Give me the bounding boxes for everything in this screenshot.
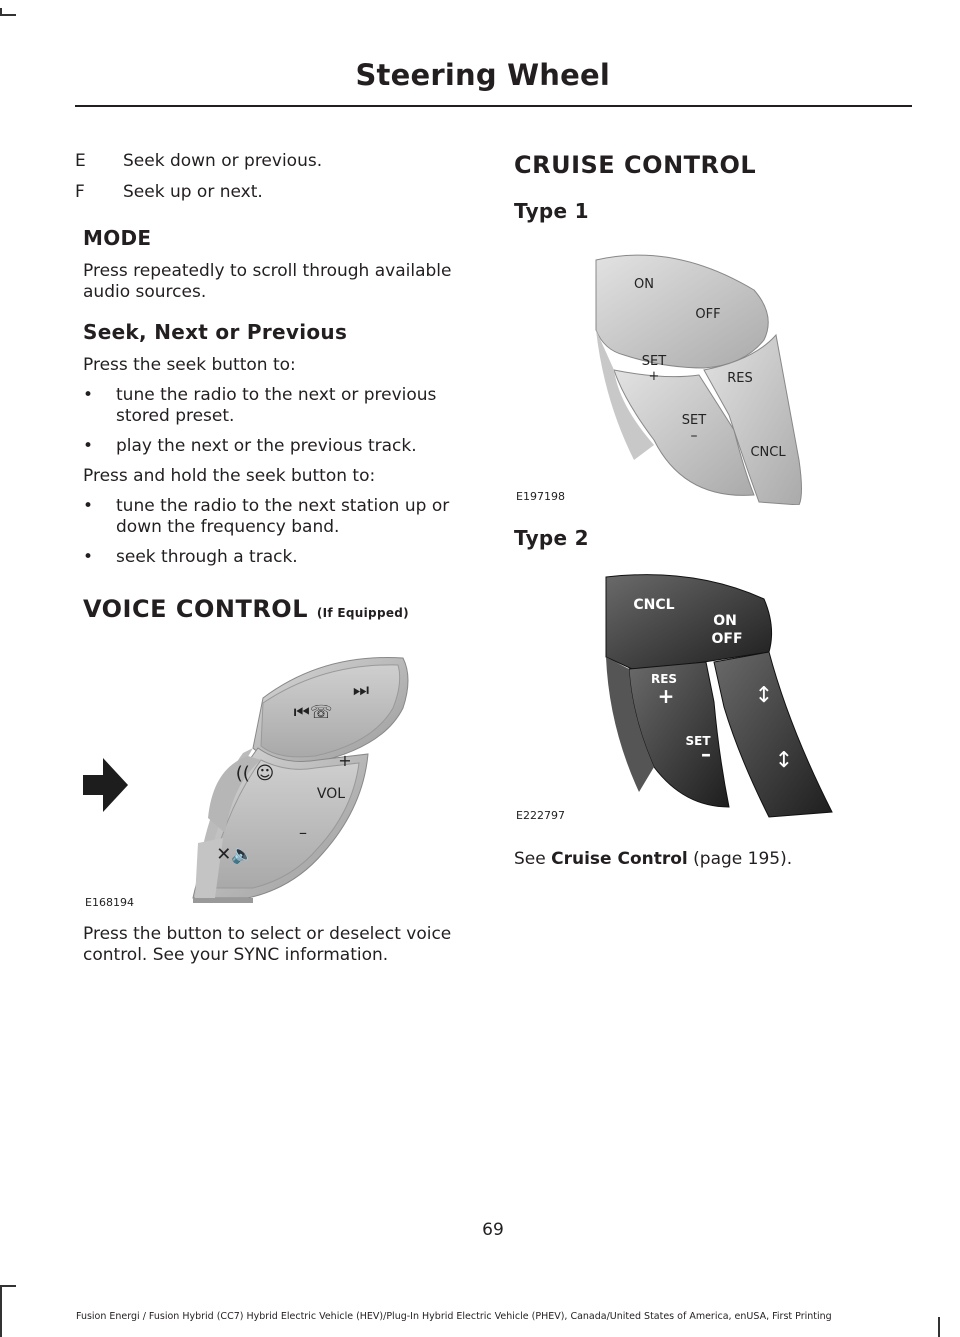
- left-column: [75, 150, 483, 966]
- definition-row: [36, 150, 483, 172]
- seek-next-hangup-icon: ⏭: [352, 680, 370, 701]
- type2-heading: Type 2: [514, 526, 589, 550]
- seek-previous-phone-icon: ⏮☏: [293, 702, 333, 723]
- crop-mark-bottom-right: [938, 1317, 948, 1337]
- definition-list: [75, 150, 483, 203]
- figure-code: E222797: [516, 809, 565, 822]
- definition-key: E: [75, 151, 86, 171]
- cruise-control-heading: CRUISE CONTROL: [514, 151, 757, 179]
- mode-heading: MODE: [83, 226, 152, 250]
- definition-value: Seek up or next.: [123, 182, 263, 202]
- set-plus-label: SET: [641, 354, 667, 369]
- voice-icon: (( ☺: [235, 763, 275, 784]
- volume-label: VOL: [316, 786, 346, 802]
- figure-code: E197198: [516, 490, 565, 503]
- cncl-label: CNCL: [633, 597, 675, 613]
- arrow-pointer-icon: [83, 758, 128, 812]
- definition-key: F: [75, 182, 85, 202]
- plus-label: +: [648, 369, 660, 384]
- list-item: • seek through a track.: [83, 547, 483, 568]
- minus-label: –: [701, 742, 711, 766]
- seek-hold-intro: Press and hold the seek button to:: [83, 466, 376, 486]
- voice-control-figure: [83, 648, 423, 908]
- gap-down-arrow-icon: ↕: [774, 748, 794, 773]
- definition-row: [36, 181, 483, 203]
- on-label: ON: [634, 277, 654, 292]
- seek-hold-list: [83, 496, 483, 568]
- cncl-label: CNCL: [750, 445, 786, 460]
- list-item: • tune the radio to the next station up or down the frequency band.: [83, 496, 483, 538]
- minus-label: –: [690, 428, 698, 444]
- plus-label: +: [657, 684, 675, 708]
- seek-intro: Press the seek button to:: [83, 355, 296, 375]
- page-number: 69: [482, 1220, 504, 1240]
- gap-up-arrow-icon: ↕: [754, 683, 774, 708]
- definition-value: Seek down or previous.: [123, 151, 323, 171]
- reference-prefix: See: [514, 849, 552, 869]
- set-label: SET: [685, 734, 711, 748]
- type1-heading: Type 1: [514, 199, 589, 223]
- page-title: Steering Wheel: [355, 58, 610, 92]
- cruise-control-reference: [514, 849, 914, 870]
- crop-mark-bottom-left: [0, 1285, 16, 1337]
- type2-figure: [514, 557, 844, 832]
- voice-control-text: Press the button to select or deselect voice control. See your SYNC information.: [83, 924, 452, 965]
- mute-icon: ✕🔈: [216, 844, 254, 865]
- voice-steering-controls-illustration: [83, 648, 423, 908]
- type2-cruise-controls-illustration: [514, 557, 844, 832]
- voice-control-heading-text: VOICE CONTROL: [83, 595, 308, 623]
- mode-text: Press repeatedly to scroll through available audio sources.: [83, 261, 452, 302]
- off-label: OFF: [711, 631, 743, 647]
- on-label: ON: [713, 613, 737, 629]
- type1-cruise-controls-illustration: [514, 230, 844, 505]
- reference-suffix: (page 195).: [687, 849, 793, 869]
- set-minus-label: SET: [681, 413, 707, 428]
- res-label: RES: [727, 371, 753, 386]
- footer-text: Fusion Energi / Fusion Hybrid (CC7) Hybrid Electric Vehicle (HEV)/Plug-In Hybrid Electric Vehicle (PHEV), Canada/United States of America, enUSA, First Printing: [76, 1311, 832, 1322]
- volume-plus-label: +: [338, 751, 352, 770]
- right-column: [514, 150, 914, 870]
- seek-heading: Seek, Next or Previous: [83, 320, 348, 344]
- off-label: OFF: [695, 307, 721, 322]
- list-item: • tune the radio to the next or previous stored preset.: [83, 385, 483, 427]
- res-label: RES: [650, 672, 678, 686]
- crop-mark-top-left: [0, 8, 16, 16]
- voice-control-heading: [83, 594, 483, 628]
- figure-code: E168194: [85, 896, 134, 908]
- type1-figure: [514, 230, 844, 505]
- volume-minus-label: –: [299, 823, 307, 842]
- cruise-control-link[interactable]: Cruise Control: [551, 849, 688, 869]
- if-equipped-note: (If Equipped): [316, 606, 409, 620]
- list-item: • play the next or the previous track.: [83, 436, 483, 457]
- header-divider: [75, 105, 912, 107]
- seek-press-list: [83, 385, 483, 457]
